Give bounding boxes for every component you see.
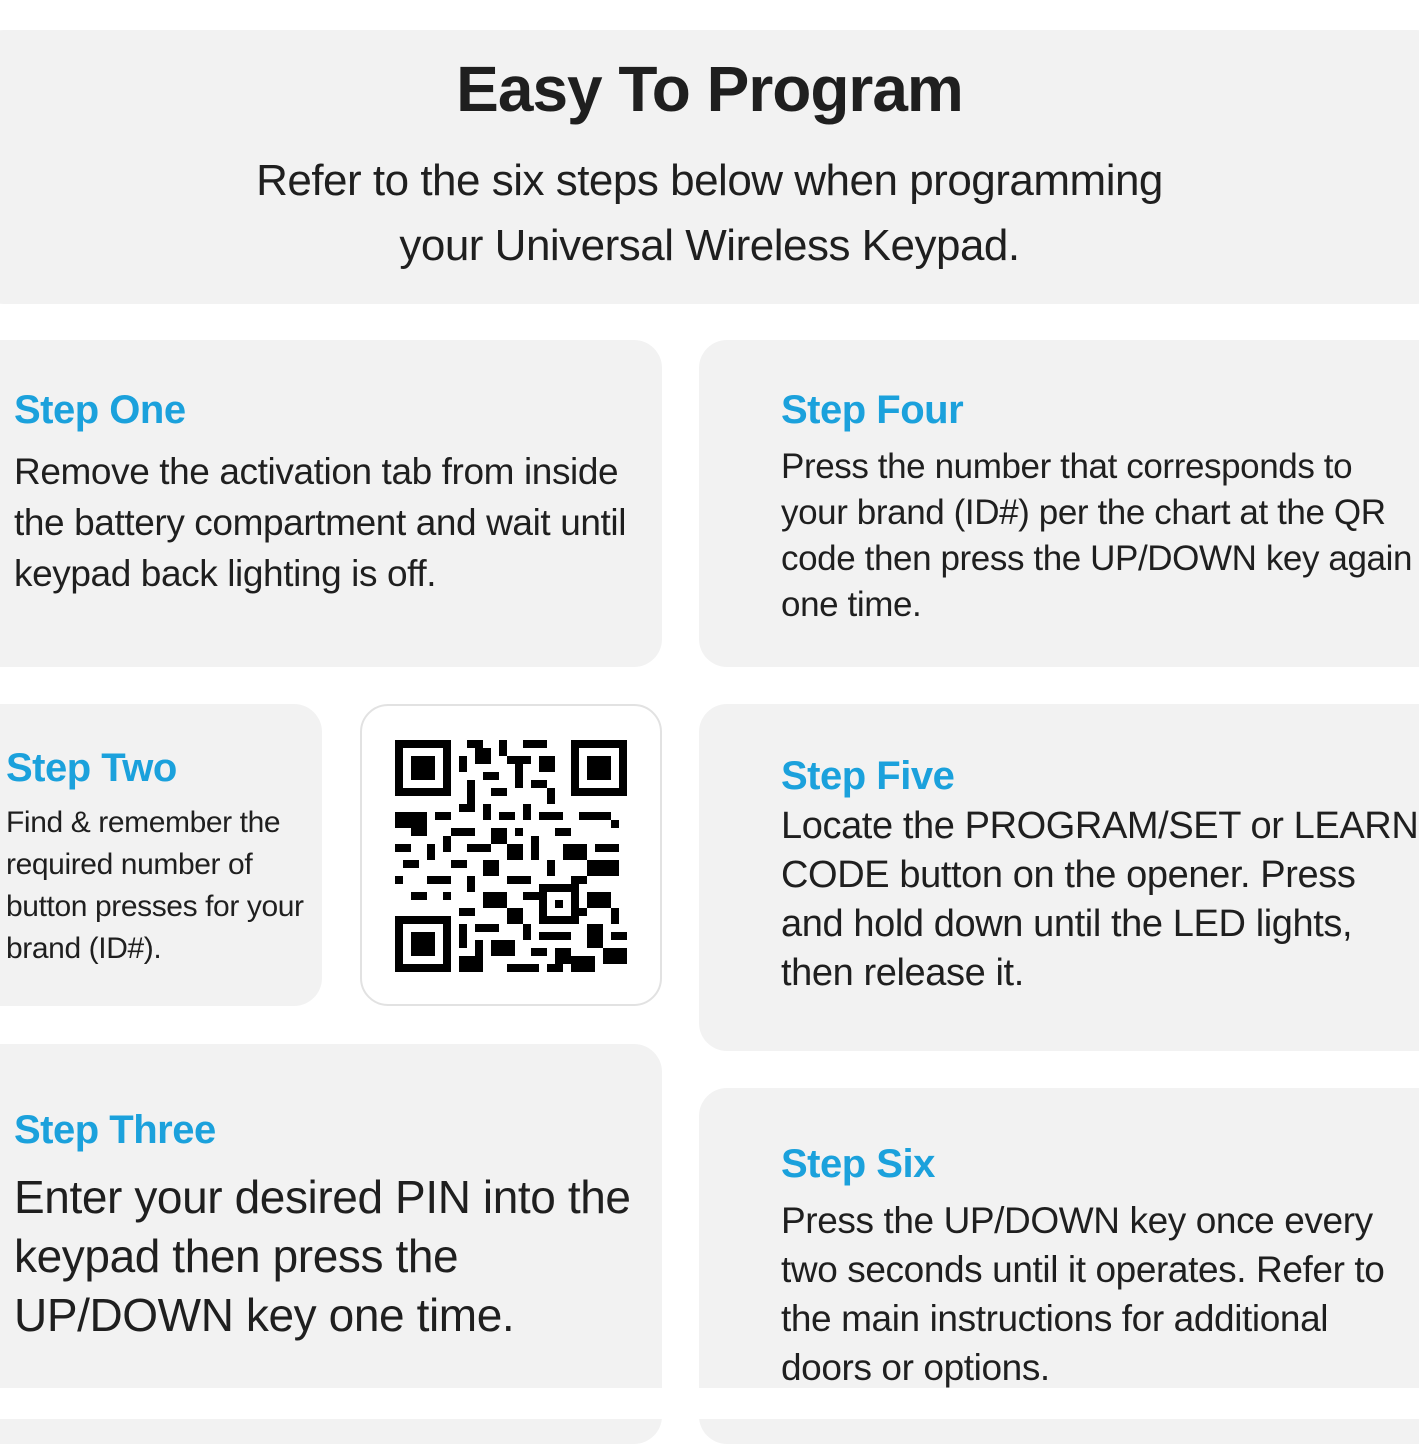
step-six-body: Press the UP/DOWN key once every two seconds until it operates. Refer to the main instructions for additional doors or options. xyxy=(781,1200,1385,1388)
step-three-title: Step Three xyxy=(14,1108,216,1152)
qr-code-icon[interactable] xyxy=(395,740,627,972)
step-four-body: Press the number that corresponds to your brand (ID#) per the chart at the QR code then press the UP/DOWN key again one time. xyxy=(781,447,1413,624)
step-one-body: Remove the activation tab from inside the battery compartment and wait until keypad back lighting is off. xyxy=(14,451,627,594)
qr-code-card[interactable] xyxy=(360,704,662,1006)
step-four-card xyxy=(699,340,1419,667)
step-two-card xyxy=(0,704,322,1006)
step-one-card xyxy=(0,340,662,667)
page-subtitle xyxy=(0,148,1419,278)
step-five-card xyxy=(699,704,1419,1051)
step-five-title: Step Five xyxy=(781,754,955,798)
bottom-margin xyxy=(0,1388,1419,1419)
step-two-title: Step Two xyxy=(6,746,177,790)
step-five-body: Locate the PROGRAM/SET or LEARN CODE button on the opener. Press and hold down until the LED lights, then release it. xyxy=(781,805,1419,994)
header-card xyxy=(0,30,1419,304)
subtitle-line-2: your Universal Wireless Keypad. xyxy=(399,221,1020,270)
step-three-card xyxy=(0,1044,662,1444)
subtitle-line-1: Refer to the six steps below when programming xyxy=(256,156,1163,205)
step-two-body: Find & remember the required number of button presses for your brand (ID#). xyxy=(6,806,304,965)
step-six-title: Step Six xyxy=(781,1142,935,1186)
page-title: Easy To Program xyxy=(456,53,963,125)
step-three-body: Enter your desired PIN into the keypad then press the UP/DOWN key one time. xyxy=(14,1171,631,1341)
step-four-title: Step Four xyxy=(781,388,964,432)
step-one-title: Step One xyxy=(14,388,186,432)
